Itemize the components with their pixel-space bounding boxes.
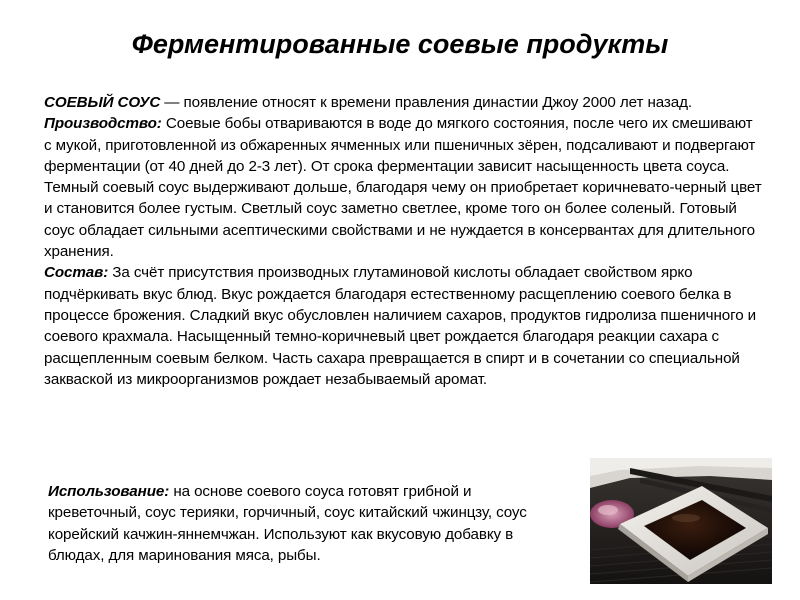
composition-paragraph — [44, 262, 764, 390]
usage-block — [48, 481, 568, 566]
production-paragraph — [44, 113, 764, 262]
usage-paragraph — [48, 481, 568, 566]
soy-sauce-heading: СОЕВЫЙ СОУС — [44, 94, 161, 111]
production-text: Соевые бобы отвариваются в воде до мягкого состояния, после чего их смешивают с мукой, приготовленной из обжаренных ячменных или пшеничных зёрен, подсаливают и подвергают ферментации (от 40 дней до 2-3 лет). От срока ферментации зависит насыщенность цвета соуса. Темный соевый соус выдерживают дольше, благодаря чему он приобретает коричневато-черный цвет и становится более густым. Светлый соус заметно светлее, кроме того он более соленый. Готовый соус обладает сильными асептическими свойствами и не нуждается в консервантах для длительного хранения. — [44, 115, 762, 261]
slide-title: Ферментированные соевые продукты — [131, 29, 669, 59]
soy-sauce-description — [44, 92, 764, 390]
composition-label: Состав: — [44, 264, 109, 282]
intro-paragraph — [44, 92, 764, 113]
production-label: Производство: — [44, 115, 162, 133]
usage-text: на основе соевого соуса готовят грибной и креветочный, соус терияки, горчичный, соус китайский чжинцзу, соус корейский качжин-яннемчжан. Используют как вкусовую добавку в блюдах, для маринования мяса, рыбы. — [48, 483, 527, 564]
usage-label: Использование: — [48, 483, 170, 500]
soy-sauce-dish-photo — [590, 458, 772, 584]
composition-text: За счёт присутствия производных глутаминовой кислоты обладает свойством ярко подчёркивать вкус блюд. Вкус рождается благодаря естественному расщеплению соевого белка в процессе брожения. Сладкий вкус обусловлен наличием сахаров, продуктов гидролиза пшеничного и соевого крахмала. Насыщенный темно-коричневый цвет рождается благодаря реакции сахара с расщепленным соевым белком. Часть сахара превращается в спирт и в сочетании со специальной закваской из микроорганизмов рождает незабываемый аромат. — [44, 264, 757, 388]
soy-sauce-heading-rest: — появление относят к времени правления династии Джоу 2000 лет назад. — [160, 94, 693, 111]
